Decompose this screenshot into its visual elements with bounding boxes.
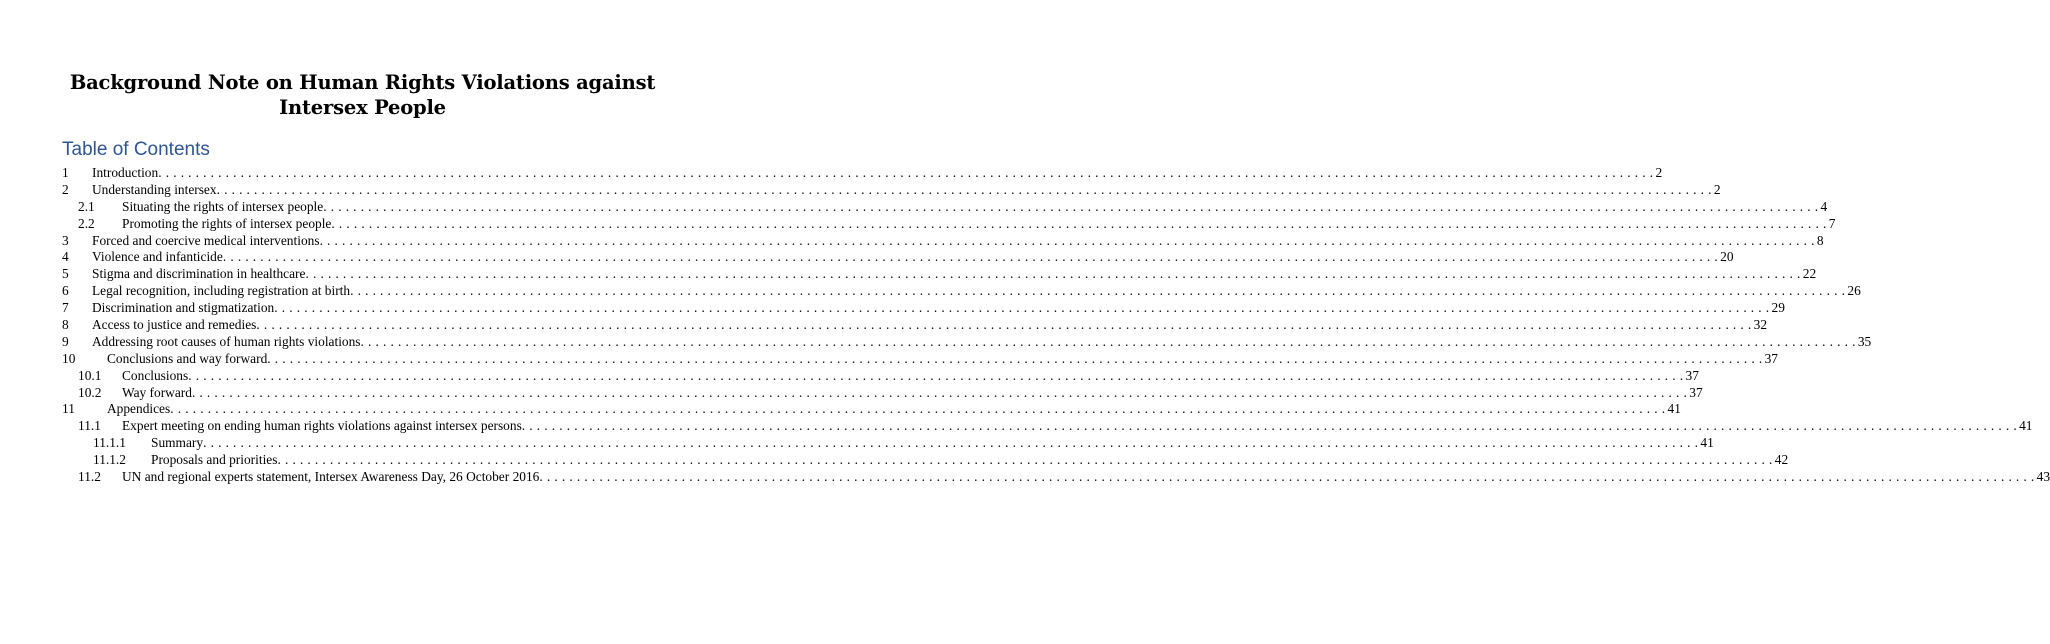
toc-entry-number: 9 xyxy=(62,333,69,349)
toc-entry-page: 2 xyxy=(1655,165,1663,180)
toc-entry[interactable] xyxy=(62,249,1734,266)
toc-heading: Table of Contents xyxy=(62,139,210,160)
toc-entry-page: 41 xyxy=(1667,401,1681,417)
toc-entry-number: 3 xyxy=(62,232,69,248)
toc-entry-title[interactable]: Conclusions and way forward xyxy=(107,350,268,366)
toc-dot-leader: . . . . . . . . . . . . . . . . . . . . . . . . . . . . . . . . . . . . . . . . . . . . . . . . . . . . . . . . . . . . . . . . . . . . . . . . . . . . . . . . . . . . . . . . . . . . . . . . . . . . . . . . . . . . . . . . . . . . . . . . . . . . . . . . . . . . . . . . . . . . . . . . . . . . . . . . . . . . . . . . . . . . . . . . . . . . . . . . . . . . . . . . . . . . . . . . . . . . . . . . xyxy=(267,350,1763,366)
toc-entry[interactable] xyxy=(62,283,1861,300)
toc-entry[interactable] xyxy=(62,317,1768,334)
toc-entry-title[interactable]: Conclusions xyxy=(122,367,189,383)
document-title-line2: Intersex People xyxy=(279,96,446,119)
toc-entry-page: 42 xyxy=(1774,452,1789,468)
toc-entry-page: 37 xyxy=(1689,384,1703,400)
toc-entry-number: 6 xyxy=(62,283,69,299)
toc-entry-number: 5 xyxy=(62,266,69,282)
toc-entry-page: 37 xyxy=(1764,350,1778,366)
toc-entry[interactable] xyxy=(62,418,2033,435)
toc-entry-title[interactable]: Expert meeting on ending human rights violations against intersex persons xyxy=(122,418,522,434)
toc-entry-title[interactable]: Promoting the rights of intersex people xyxy=(122,215,332,231)
toc-entry-page: 22 xyxy=(1802,266,1817,282)
toc-entry-number: 11.2 xyxy=(78,469,101,485)
toc-entry-number: 2.2 xyxy=(78,215,95,231)
toc-dot-leader: . . . . . . . . . . . . . . . . . . . . . . . . . . . . . . . . . . . . . . . . . . . . . . . . . . . . . . . . . . . . . . . . . . . . . . . . . . . . . . . . . . . . . . . . . . . . . . . . . . . . . . . . . . . . . . . . . . . . . . . . . . . . . . . . . . . . . . . . . . . . . . . . . . . . . . . . . . . . . . . . . . . . . . . . . . . . . . . . . . . . . . . . . . . . . . . . . . . . . . . . xyxy=(521,418,2018,434)
toc-entry-number: 10.1 xyxy=(78,367,102,383)
toc-dot-leader: . . . . . . . . . . . . . . . . . . . . . . . . . . . . . . . . . . . . . . . . . . . . . . . . . . . . . . . . . . . . . . . . . . . . . . . . . . . . . . . . . . . . . . . . . . . . . . . . . . . . . . . . . . . . . . . . . . . . . . . . . . . . . . . . . . . . . . . . . . . . . . . . . . . . . . . . . . . . . . . . . . . . . . . . . . . . . . . . . . . . . . . . . . . . . . . . . . . . . . . . xyxy=(170,401,1666,417)
toc-entry[interactable] xyxy=(62,469,2050,486)
toc-entry[interactable] xyxy=(62,165,1663,182)
toc-entry-number: 11 xyxy=(62,401,75,417)
toc-entry-number: 11.1.2 xyxy=(93,452,126,468)
toc-entry-page: 2 xyxy=(1713,181,1721,197)
toc-entry-title[interactable]: Access to justice and remedies xyxy=(92,317,257,333)
toc-entry-page: 20 xyxy=(1720,249,1734,265)
toc-entry-title[interactable]: UN and regional experts statement, Intersex Awareness Day, 26 October 2016 xyxy=(122,469,540,485)
toc-entry[interactable] xyxy=(62,266,1817,283)
toc-entry-number: 1 xyxy=(62,165,69,180)
toc-dot-leader: . . . . . . . . . . . . . . . . . . . . . . . . . . . . . . . . . . . . . . . . . . . . . . . . . . . . . . . . . . . . . . . . . . . . . . . . . . . . . . . . . . . . . . . . . . . . . . . . . . . . . . . . . . . . . . . . . . . . . . . . . . . . . . . . . . . . . . . . . . . . . . . . . . . . . . . . . . . . . . . . . . . . . . . . . . . . . . . . . . . . . . . . . . . . . . . . . . . . . . . . xyxy=(350,283,1846,299)
toc-entry-number: 2 xyxy=(62,181,69,197)
table-of-contents xyxy=(62,165,2050,486)
toc-entry[interactable] xyxy=(62,435,1714,452)
toc-dot-leader: . . . . . . . . . . . . . . . . . . . . . . . . . . . . . . . . . . . . . . . . . . . . . . . . . . . . . . . . . . . . . . . . . . . . . . . . . . . . . . . . . . . . . . . . . . . . . . . . . . . . . . . . . . . . . . . . . . . . . . . . . . . . . . . . . . . . . . . . . . . . . . . . . . . . . . . . . . . . . . . . . . . . . . . . . . . . . . . . . . . . . . . . . . . . . . . . . . . . . . . . xyxy=(191,384,1688,400)
toc-entry[interactable] xyxy=(62,452,1789,469)
toc-entry-number: 10 xyxy=(62,350,76,366)
document-title xyxy=(0,70,725,120)
toc-entry-title[interactable]: Way forward xyxy=(122,384,192,400)
toc-entry-number: 2.1 xyxy=(78,198,95,214)
toc-entry-page: 7 xyxy=(1828,215,1836,231)
toc-entry-title[interactable]: Legal recognition, including registration at birth xyxy=(92,283,351,299)
toc-entry-title[interactable]: Understanding intersex xyxy=(92,181,217,197)
toc-entry-page: 41 xyxy=(1700,435,1714,451)
toc-entry[interactable] xyxy=(62,333,1872,351)
toc-entry-number: 4 xyxy=(62,249,69,265)
toc-entry-number: 10.2 xyxy=(78,384,102,400)
toc-dot-leader: . . . . . . . . . . . . . . . . . . . . . . . . . . . . . . . . . . . . . . . . . . . . . . . . . . . . . . . . . . . . . . . . . . . . . . . . . . . . . . . . . . . . . . . . . . . . . . . . . . . . . . . . . . . . . . . . . . . . . . . . . . . . . . . . . . . . . . . . . . . . . . . . . . . . . . . . . . . . . . . . . . . . . . . . . . . . . . . . . . . . . . . . . . . . . . . . . . . . . . . . xyxy=(158,165,1654,180)
toc-dot-leader: . . . . . . . . . . . . . . . . . . . . . . . . . . . . . . . . . . . . . . . . . . . . . . . . . . . . . . . . . . . . . . . . . . . . . . . . . . . . . . . . . . . . . . . . . . . . . . . . . . . . . . . . . . . . . . . . . . . . . . . . . . . . . . . . . . . . . . . . . . . . . . . . . . . . . . . . . . . . . . . . . . . . . . . . . . . . . . . . . . . . . . . . . . . . . . . . . . . . . . . . xyxy=(256,317,1752,333)
toc-entry-title[interactable]: Proposals and priorities xyxy=(151,452,278,468)
toc-entry[interactable] xyxy=(62,300,1785,317)
toc-dot-leader: . . . . . . . . . . . . . . . . . . . . . . . . . . . . . . . . . . . . . . . . . . . . . . . . . . . . . . . . . . . . . . . . . . . . . . . . . . . . . . . . . . . . . . . . . . . . . . . . . . . . . . . . . . . . . . . . . . . . . . . . . . . . . . . . . . . . . . . . . . . . . . . . . . . . . . . . . . . . . . . . . . . . . . . . . . . . . . . . . . . . . . . . . . . . . . . . . . . . . . . . xyxy=(222,249,1719,265)
toc-dot-leader: . . . . . . . . . . . . . . . . . . . . . . . . . . . . . . . . . . . . . . . . . . . . . . . . . . . . . . . . . . . . . . . . . . . . . . . . . . . . . . . . . . . . . . . . . . . . . . . . . . . . . . . . . . . . . . . . . . . . . . . . . . . . . . . . . . . . . . . . . . . . . . . . . . . . . . . . . . . . . . . . . . . . . . . . . . . . . . . . . . . . . . . . . . . . . . . . . . . . . . . . xyxy=(277,452,1773,468)
toc-entry-page: 43 xyxy=(2036,469,2050,485)
toc-dot-leader: . . . . . . . . . . . . . . . . . . . . . . . . . . . . . . . . . . . . . . . . . . . . . . . . . . . . . . . . . . . . . . . . . . . . . . . . . . . . . . . . . . . . . . . . . . . . . . . . . . . . . . . . . . . . . . . . . . . . . . . . . . . . . . . . . . . . . . . . . . . . . . . . . . . . . . . . . . . . . . . . . . . . . . . . . . . . . . . . . . . . . . . . . . . . . . . . . . . . . . . . xyxy=(188,367,1684,383)
toc-entry[interactable] xyxy=(62,198,1828,216)
document-title-line1: Background Note on Human Rights Violations against xyxy=(69,71,656,94)
toc-entry-title[interactable]: Stigma and discrimination in healthcare xyxy=(92,266,306,282)
toc-entry-title[interactable]: Situating the rights of intersex people xyxy=(122,198,324,214)
toc-dot-leader: . . . . . . . . . . . . . . . . . . . . . . . . . . . . . . . . . . . . . . . . . . . . . . . . . . . . . . . . . . . . . . . . . . . . . . . . . . . . . . . . . . . . . . . . . . . . . . . . . . . . . . . . . . . . . . . . . . . . . . . . . . . . . . . . . . . . . . . . . . . . . . . . . . . . . . . . . . . . . . . . . . . . . . . . . . . . . . . . . . . . . . . . . . . . . . . . . . . . . . . . xyxy=(319,232,1815,248)
toc-dot-leader: . . . . . . . . . . . . . . . . . . . . . . . . . . . . . . . . . . . . . . . . . . . . . . . . . . . . . . . . . . . . . . . . . . . . . . . . . . . . . . . . . . . . . . . . . . . . . . . . . . . . . . . . . . . . . . . . . . . . . . . . . . . . . . . . . . . . . . . . . . . . . . . . . . . . . . . . . . . . . . . . . . . . . . . . . . . . . . . . . . . . . . . . . . . . . . . . . . . . . . . . xyxy=(539,469,2035,485)
toc-dot-leader: . . . . . . . . . . . . . . . . . . . . . . . . . . . . . . . . . . . . . . . . . . . . . . . . . . . . . . . . . . . . . . . . . . . . . . . . . . . . . . . . . . . . . . . . . . . . . . . . . . . . . . . . . . . . . . . . . . . . . . . . . . . . . . . . . . . . . . . . . . . . . . . . . . . . . . . . . . . . . . . . . . . . . . . . . . . . . . . . . . . . . . . . . . . . . . . . . . . . . . . . xyxy=(203,435,1699,451)
toc-dot-leader: . . . . . . . . . . . . . . . . . . . . . . . . . . . . . . . . . . . . . . . . . . . . . . . . . . . . . . . . . . . . . . . . . . . . . . . . . . . . . . . . . . . . . . . . . . . . . . . . . . . . . . . . . . . . . . . . . . . . . . . . . . . . . . . . . . . . . . . . . . . . . . . . . . . . . . . . . . . . . . . . . . . . . . . . . . . . . . . . . . . . . . . . . . . . . . . . . . . . . . . . xyxy=(274,300,1770,316)
toc-entry[interactable] xyxy=(62,401,1681,418)
toc-entry-title[interactable]: Forced and coercive medical interventions xyxy=(92,232,320,248)
toc-entry-title[interactable]: Discrimination and stigmatization xyxy=(92,300,275,316)
toc-entry-number: 11.1 xyxy=(78,418,101,434)
toc-entry-page: 4 xyxy=(1820,198,1828,214)
toc-entry-page: 41 xyxy=(2019,418,2033,434)
toc-entry-page: 26 xyxy=(1847,283,1861,299)
toc-entry-number: 8 xyxy=(62,317,69,333)
toc-entry-title[interactable]: Appendices xyxy=(107,401,171,417)
toc-entry[interactable] xyxy=(62,232,1824,250)
toc-dot-leader: . . . . . . . . . . . . . . . . . . . . . . . . . . . . . . . . . . . . . . . . . . . . . . . . . . . . . . . . . . . . . . . . . . . . . . . . . . . . . . . . . . . . . . . . . . . . . . . . . . . . . . . . . . . . . . . . . . . . . . . . . . . . . . . . . . . . . . . . . . . . . . . . . . . . . . . . . . . . . . . . . . . . . . . . . . . . . . . . . . . . . . . . . . . . . . . . . . . . . . . . xyxy=(216,181,1712,197)
toc-entry[interactable] xyxy=(62,367,1699,385)
toc-entry-number: 11.1.1 xyxy=(93,435,126,451)
toc-entry-title[interactable]: Summary xyxy=(151,435,204,451)
toc-dot-leader: . . . . . . . . . . . . . . . . . . . . . . . . . . . . . . . . . . . . . . . . . . . . . . . . . . . . . . . . . . . . . . . . . . . . . . . . . . . . . . . . . . . . . . . . . . . . . . . . . . . . . . . . . . . . . . . . . . . . . . . . . . . . . . . . . . . . . . . . . . . . . . . . . . . . . . . . . . . . . . . . . . . . . . . . . . . . . . . . . . . . . . . . . . . . . . . . . . . . . . . . xyxy=(360,333,1856,349)
toc-dot-leader: . . . . . . . . . . . . . . . . . . . . . . . . . . . . . . . . . . . . . . . . . . . . . . . . . . . . . . . . . . . . . . . . . . . . . . . . . . . . . . . . . . . . . . . . . . . . . . . . . . . . . . . . . . . . . . . . . . . . . . . . . . . . . . . . . . . . . . . . . . . . . . . . . . . . . . . . . . . . . . . . . . . . . . . . . . . . . . . . . . . . . . . . . . . . . . . . . . . . . . . . xyxy=(331,215,1827,231)
toc-dot-leader: . . . . . . . . . . . . . . . . . . . . . . . . . . . . . . . . . . . . . . . . . . . . . . . . . . . . . . . . . . . . . . . . . . . . . . . . . . . . . . . . . . . . . . . . . . . . . . . . . . . . . . . . . . . . . . . . . . . . . . . . . . . . . . . . . . . . . . . . . . . . . . . . . . . . . . . . . . . . . . . . . . . . . . . . . . . . . . . . . . . . . . . . . . . . . . . . . . . . . . . . xyxy=(323,198,1819,214)
toc-entry[interactable] xyxy=(62,215,1836,233)
toc-entry[interactable] xyxy=(62,350,1778,368)
toc-entry-title[interactable]: Introduction xyxy=(92,165,159,180)
toc-entry-page: 32 xyxy=(1753,317,1768,333)
toc-entry[interactable] xyxy=(62,384,1703,402)
toc-entry-number: 7 xyxy=(62,300,69,316)
toc-entry-page: 35 xyxy=(1857,333,1872,349)
toc-entry-title[interactable]: Violence and infanticide xyxy=(92,249,223,265)
toc-entry-page: 8 xyxy=(1816,232,1824,248)
toc-entry-page: 37 xyxy=(1685,367,1699,383)
toc-entry-title[interactable]: Addressing root causes of human rights violations xyxy=(92,333,361,349)
toc-entry[interactable] xyxy=(62,181,1721,199)
toc-entry-page: 29 xyxy=(1771,300,1785,316)
toc-dot-leader: . . . . . . . . . . . . . . . . . . . . . . . . . . . . . . . . . . . . . . . . . . . . . . . . . . . . . . . . . . . . . . . . . . . . . . . . . . . . . . . . . . . . . . . . . . . . . . . . . . . . . . . . . . . . . . . . . . . . . . . . . . . . . . . . . . . . . . . . . . . . . . . . . . . . . . . . . . . . . . . . . . . . . . . . . . . . . . . . . . . . . . . . . . . . . . . . . . . . . . . . xyxy=(305,266,1801,282)
